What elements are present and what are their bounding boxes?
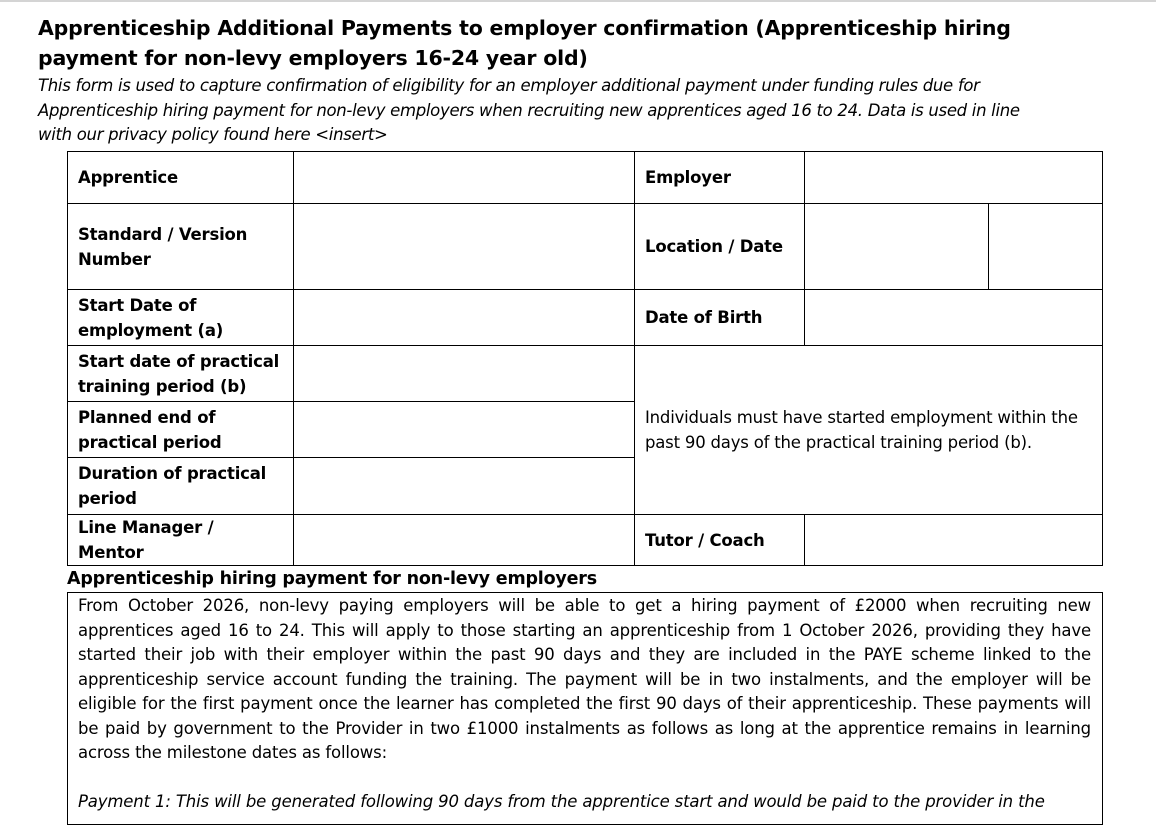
- apprentice-field[interactable]: [294, 152, 635, 204]
- form-row-line-manager: [68, 515, 1103, 566]
- location-date-label: Location / Date: [635, 204, 805, 290]
- start-date-employment-label: Start Date of employment (a): [68, 290, 294, 346]
- form-row-apprentice: [68, 152, 1103, 204]
- standard-version-field[interactable]: [294, 204, 635, 290]
- employer-label: Employer: [635, 152, 805, 204]
- date-of-birth-field[interactable]: [805, 290, 1103, 346]
- confirmation-form-table: [67, 151, 1103, 566]
- tutor-coach-label: Tutor / Coach: [635, 515, 805, 566]
- form-row-standard: [68, 204, 1103, 290]
- planned-end-label: Planned end of practical period: [68, 402, 294, 458]
- eligibility-note: Individuals must have started employment within the past 90 days of the practical training period (b).: [635, 346, 1103, 515]
- section-heading: Apprenticeship hiring payment for non-levy employers: [67, 569, 597, 589]
- start-date-employment-field[interactable]: [294, 290, 635, 346]
- top-border-line: [0, 0, 1156, 2]
- location-field[interactable]: [805, 204, 989, 290]
- apprentice-label: Apprentice: [68, 152, 294, 204]
- form-row-start-employment: [68, 290, 1103, 346]
- intro-text: This form is used to capture confirmation of eligibility for an employer additional payment under funding rules due for Apprenticeship hiring payment for non-levy employers when recruiting new apprentices aged 16 to 24. Data is used in line with our privacy policy found here <insert>: [38, 76, 1020, 144]
- start-date-practical-field[interactable]: [294, 346, 635, 402]
- line-manager-label: Line Manager / Mentor: [68, 515, 294, 566]
- section-body-box: [67, 592, 1103, 825]
- standard-version-label: Standard / Version Number: [68, 204, 294, 290]
- duration-label: Duration of practical period: [68, 458, 294, 515]
- employer-field[interactable]: [805, 152, 1103, 204]
- date-of-birth-label: Date of Birth: [635, 290, 805, 346]
- planned-end-field[interactable]: [294, 402, 635, 458]
- section-body-text: From October 2026, non-levy paying employers will be able to get a hiring payment of £2000 when recruiting new apprentices aged 16 to 24. This will apply to those starting an apprenticeship from 1 October 2026, providing they have started their job with their employer within the past 90 days and they are included in the PAYE scheme linked to the apprenticeship service account funding the training. The payment will be in two instalments, and the employer will be eligible for the first payment once the learner has completed the first 90 days of their apprenticeship. These payments will be paid by government to the Provider in two £1000 instalments as follows as long at the apprentice remains in learning across the milestone dates as follows:: [78, 596, 1091, 762]
- line-manager-field[interactable]: [294, 515, 635, 566]
- form-row-start-practical: [68, 346, 1103, 402]
- date-field[interactable]: [989, 204, 1103, 290]
- tutor-coach-field[interactable]: [805, 515, 1103, 566]
- start-date-practical-label: Start date of practical training period (b): [68, 346, 294, 402]
- page-title: Apprenticeship Additional Payments to employer confirmation (Apprenticeship hiring payment for non-levy employers 16-24 year old): [38, 16, 1011, 70]
- payment-1-text: Payment 1: This will be generated following 90 days from the apprentice start and would be paid to the provider in the: [78, 792, 1045, 811]
- duration-field[interactable]: [294, 458, 635, 515]
